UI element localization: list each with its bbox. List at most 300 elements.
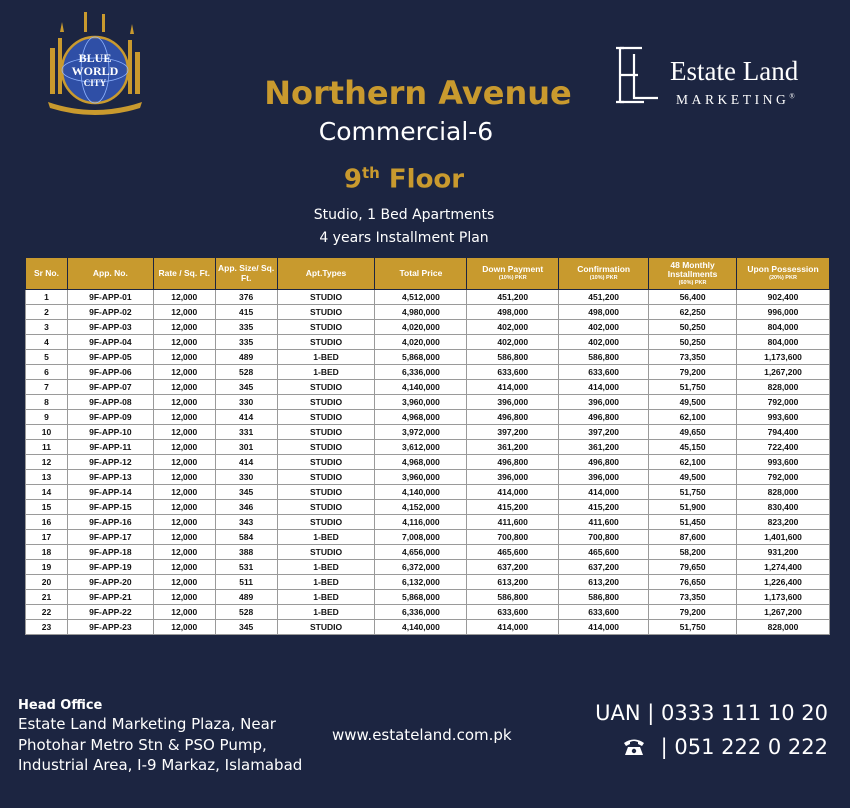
table-cell: 12,000	[153, 545, 215, 560]
table-cell: 15	[26, 500, 68, 515]
table-cell: 62,250	[649, 305, 737, 320]
table-row	[26, 530, 830, 545]
table-cell: 633,600	[559, 365, 649, 380]
table-cell: 402,000	[559, 335, 649, 350]
office-address-line-2: Photohar Metro Stn & PSO Pump,	[18, 736, 267, 754]
registered-mark: ®	[789, 92, 795, 101]
table-cell: 6	[26, 365, 68, 380]
table-cell: 9F-APP-07	[67, 380, 153, 395]
table-cell: 633,600	[559, 605, 649, 620]
table-cell: 9	[26, 410, 68, 425]
column-header-label: Confirmation	[577, 264, 631, 275]
table-cell: 12,000	[153, 410, 215, 425]
table-cell: 397,200	[467, 425, 559, 440]
table-cell: 722,400	[737, 440, 830, 455]
table-row	[26, 515, 830, 530]
table-cell: 10	[26, 425, 68, 440]
table-header-row	[26, 258, 830, 290]
table-cell: 12,000	[153, 440, 215, 455]
table-cell: 12,000	[153, 395, 215, 410]
table-cell: 613,200	[559, 575, 649, 590]
table-cell: 12,000	[153, 320, 215, 335]
table-cell: 1-BED	[277, 605, 375, 620]
phone-number-text: | 051 222 0 222	[660, 735, 828, 759]
table-cell: 496,800	[559, 410, 649, 425]
table-cell: 12,000	[153, 530, 215, 545]
telephone-icon	[623, 737, 645, 755]
page-subtitle: Commercial-6	[318, 117, 494, 146]
table-cell: STUDIO	[277, 440, 375, 455]
table-cell: 12,000	[153, 380, 215, 395]
column-header-unit: (10%) PKR	[498, 274, 527, 281]
table-cell: STUDIO	[277, 290, 375, 305]
table-cell: 531	[215, 560, 277, 575]
table-cell: 5,868,000	[375, 350, 467, 365]
table-cell: 828,000	[737, 620, 830, 635]
table-cell: 451,200	[467, 290, 559, 305]
table-cell: 414	[215, 455, 277, 470]
table-cell: 993,600	[737, 455, 830, 470]
table-row	[26, 485, 830, 500]
table-cell: 12,000	[153, 305, 215, 320]
table-cell: 414,000	[559, 380, 649, 395]
table-cell: 4,968,000	[375, 410, 467, 425]
table-cell: 489	[215, 590, 277, 605]
table-cell: 414,000	[467, 485, 559, 500]
office-address-line-3: Industrial Area, I-9 Markaz, Islamabad	[18, 756, 303, 774]
table-cell: STUDIO	[277, 410, 375, 425]
table-cell: 335	[215, 320, 277, 335]
column-header	[277, 258, 375, 290]
table-cell: 16	[26, 515, 68, 530]
table-cell: 1,226,400	[737, 575, 830, 590]
table-cell: 414,000	[559, 620, 649, 635]
table-cell: 62,100	[649, 410, 737, 425]
table-cell: 1,267,200	[737, 365, 830, 380]
table-cell: 361,200	[559, 440, 649, 455]
table-cell: STUDIO	[277, 500, 375, 515]
column-header	[649, 258, 737, 290]
table-cell: 1-BED	[277, 530, 375, 545]
logo-text-world: WORLD	[71, 64, 119, 78]
table-cell: 586,800	[467, 350, 559, 365]
table-cell: 8	[26, 395, 68, 410]
column-header-label: App. No.	[92, 267, 128, 278]
table-cell: 4,020,000	[375, 320, 467, 335]
floor-number: 9	[343, 164, 362, 195]
table-cell: 700,800	[467, 530, 559, 545]
table-cell: 1-BED	[277, 560, 375, 575]
table-cell: 804,000	[737, 320, 830, 335]
table-cell: 4,140,000	[375, 620, 467, 635]
floor-heading	[0, 164, 808, 195]
table-cell: STUDIO	[277, 485, 375, 500]
column-header	[467, 258, 559, 290]
table-cell: 415	[215, 305, 277, 320]
table-cell: 1-BED	[277, 365, 375, 380]
table-cell: 18	[26, 545, 68, 560]
table-cell: 9F-APP-06	[67, 365, 153, 380]
table-cell: 1,173,600	[737, 350, 830, 365]
table-cell: 51,750	[649, 485, 737, 500]
table-cell: 23	[26, 620, 68, 635]
table-cell: 343	[215, 515, 277, 530]
table-cell: 79,650	[649, 560, 737, 575]
table-row	[26, 440, 830, 455]
column-header-label: App. Size/ Sq. Ft.	[218, 263, 275, 283]
table-row	[26, 560, 830, 575]
table-cell: 9F-APP-11	[67, 440, 153, 455]
table-cell: 9F-APP-03	[67, 320, 153, 335]
table-row	[26, 455, 830, 470]
table-cell: STUDIO	[277, 620, 375, 635]
head-office-heading: Head Office	[18, 698, 103, 713]
table-cell: 51,450	[649, 515, 737, 530]
table-cell: 4	[26, 335, 68, 350]
table-cell: 361,200	[467, 440, 559, 455]
table-cell: 402,000	[467, 335, 559, 350]
office-address-line-1: Estate Land Marketing Plaza, Near	[18, 715, 276, 733]
table-cell: 9F-APP-16	[67, 515, 153, 530]
table-cell: 9F-APP-15	[67, 500, 153, 515]
table-cell: 528	[215, 605, 277, 620]
table-cell: 804,000	[737, 335, 830, 350]
phone-number	[623, 735, 828, 759]
logo-text-blue: BLUE	[78, 51, 112, 65]
table-cell: 1-BED	[277, 575, 375, 590]
table-cell: 14	[26, 485, 68, 500]
table-cell: 9F-APP-02	[67, 305, 153, 320]
table-cell: 792,000	[737, 470, 830, 485]
table-cell: 3	[26, 320, 68, 335]
table-cell: 4,656,000	[375, 545, 467, 560]
table-cell: 12,000	[153, 485, 215, 500]
website-link[interactable]: www.estateland.com.pk	[332, 726, 512, 744]
table-cell: 12,000	[153, 335, 215, 350]
column-header	[153, 258, 215, 290]
table-cell: 3,960,000	[375, 395, 467, 410]
table-cell: 12,000	[153, 605, 215, 620]
table-cell: 50,250	[649, 335, 737, 350]
table-row	[26, 470, 830, 485]
table-cell: 5	[26, 350, 68, 365]
table-cell: 402,000	[467, 320, 559, 335]
table-row	[26, 425, 830, 440]
payment-plan-table	[25, 257, 830, 635]
table-cell: 496,800	[467, 455, 559, 470]
table-row	[26, 305, 830, 320]
table-cell: 828,000	[737, 380, 830, 395]
table-cell: 1,401,600	[737, 530, 830, 545]
table-cell: 12,000	[153, 425, 215, 440]
table-cell: 465,600	[559, 545, 649, 560]
table-cell: 9F-APP-10	[67, 425, 153, 440]
table-row	[26, 290, 830, 305]
column-header	[67, 258, 153, 290]
table-cell: 12,000	[153, 365, 215, 380]
table-cell: 388	[215, 545, 277, 560]
table-cell: 1-BED	[277, 350, 375, 365]
table-cell: 1,267,200	[737, 605, 830, 620]
table-cell: 12,000	[153, 620, 215, 635]
column-header-label: 48 Monthly Installments	[667, 259, 718, 279]
table-cell: 76,650	[649, 575, 737, 590]
table-cell: 73,350	[649, 350, 737, 365]
column-header-label: Apt.Types	[305, 267, 347, 278]
column-header-label: Rate / Sq. Ft.	[158, 267, 210, 278]
table-cell: 402,000	[559, 320, 649, 335]
table-cell: 5,868,000	[375, 590, 467, 605]
table-cell: 411,600	[559, 515, 649, 530]
table-cell: 1	[26, 290, 68, 305]
description-line-2: 4 years Installment Plan	[319, 230, 489, 246]
table-cell: 414,000	[467, 380, 559, 395]
column-header-label: Down Payment	[482, 264, 544, 275]
table-cell: 396,000	[467, 470, 559, 485]
table-cell: 9F-APP-14	[67, 485, 153, 500]
table-row	[26, 620, 830, 635]
table-cell: STUDIO	[277, 395, 375, 410]
floor-word: Floor	[388, 164, 465, 195]
table-cell: 49,650	[649, 425, 737, 440]
table-cell: 7,008,000	[375, 530, 467, 545]
table-cell: 637,200	[467, 560, 559, 575]
page-title: Northern Avenue	[264, 74, 572, 112]
table-cell: 397,200	[559, 425, 649, 440]
column-header-label: Total Price	[399, 267, 443, 278]
table-cell: 9F-APP-05	[67, 350, 153, 365]
table-cell: 4,140,000	[375, 485, 467, 500]
table-cell: 6,336,000	[375, 605, 467, 620]
table-cell: 830,400	[737, 500, 830, 515]
table-cell: 498,000	[467, 305, 559, 320]
table-cell: 79,200	[649, 605, 737, 620]
table-cell: 9F-APP-17	[67, 530, 153, 545]
table-cell: 330	[215, 395, 277, 410]
table-cell: 4,140,000	[375, 380, 467, 395]
table-cell: 415,200	[467, 500, 559, 515]
table-cell: 496,800	[467, 410, 559, 425]
column-header-label: Sr No.	[33, 267, 59, 278]
estate-land-sub: MARKETING®	[676, 92, 795, 107]
table-cell: 6,372,000	[375, 560, 467, 575]
table-cell: 3,612,000	[375, 440, 467, 455]
table-row	[26, 380, 830, 395]
table-cell: 9F-APP-01	[67, 290, 153, 305]
table-cell: 50,250	[649, 320, 737, 335]
table-cell: 51,750	[649, 380, 737, 395]
table-cell: 12,000	[153, 290, 215, 305]
table-cell: 6,336,000	[375, 365, 467, 380]
table-cell: 396,000	[467, 395, 559, 410]
table-cell: 12,000	[153, 515, 215, 530]
table-row	[26, 335, 830, 350]
column-header-label: Upon Possession	[747, 264, 819, 275]
table-cell: 12,000	[153, 455, 215, 470]
table-row	[26, 365, 830, 380]
table-cell: 414,000	[559, 485, 649, 500]
column-header-unit: (10%) PKR	[589, 274, 618, 281]
table-cell: 1,173,600	[737, 590, 830, 605]
table-cell: 9F-APP-04	[67, 335, 153, 350]
column-header	[26, 258, 68, 290]
table-cell: 414	[215, 410, 277, 425]
table-cell: 58,200	[649, 545, 737, 560]
table-cell: 17	[26, 530, 68, 545]
table-cell: 3,960,000	[375, 470, 467, 485]
table-cell: 1-BED	[277, 590, 375, 605]
table-cell: 511	[215, 575, 277, 590]
table-cell: 7	[26, 380, 68, 395]
table-cell: 9F-APP-13	[67, 470, 153, 485]
column-header	[215, 258, 277, 290]
column-header	[559, 258, 649, 290]
table-cell: 633,600	[467, 365, 559, 380]
uan-number: UAN | 0333 111 10 20	[595, 701, 828, 725]
table-cell: 993,600	[737, 410, 830, 425]
table-cell: 12,000	[153, 350, 215, 365]
table-cell: 396,000	[559, 395, 649, 410]
table-cell: 9F-APP-18	[67, 545, 153, 560]
table-row	[26, 575, 830, 590]
table-cell: 700,800	[559, 530, 649, 545]
table-cell: 51,900	[649, 500, 737, 515]
table-cell: 79,200	[649, 365, 737, 380]
table-cell: 12,000	[153, 500, 215, 515]
column-header	[737, 258, 830, 290]
table-cell: 828,000	[737, 485, 830, 500]
table-cell: 496,800	[559, 455, 649, 470]
table-row	[26, 395, 830, 410]
table-cell: 414,000	[467, 620, 559, 635]
table-cell: STUDIO	[277, 425, 375, 440]
table-cell: 584	[215, 530, 277, 545]
table-cell: 22	[26, 605, 68, 620]
table-cell: 931,200	[737, 545, 830, 560]
table-cell: 1,274,400	[737, 560, 830, 575]
table-cell: 4,020,000	[375, 335, 467, 350]
table-cell: 411,600	[467, 515, 559, 530]
column-header-unit: (20%) PKR	[769, 274, 797, 281]
table-cell: 823,200	[737, 515, 830, 530]
table-cell: 9F-APP-08	[67, 395, 153, 410]
table-cell: 20	[26, 575, 68, 590]
table-cell: 335	[215, 335, 277, 350]
table-cell: 2	[26, 305, 68, 320]
table-cell: 465,600	[467, 545, 559, 560]
table-cell: 330	[215, 470, 277, 485]
table-cell: 12,000	[153, 590, 215, 605]
table-cell: STUDIO	[277, 545, 375, 560]
table-cell: 12,000	[153, 575, 215, 590]
table-cell: 62,100	[649, 455, 737, 470]
description-line-1: Studio, 1 Bed Apartments	[313, 207, 495, 223]
table-row	[26, 350, 830, 365]
column-header	[375, 258, 467, 290]
table-cell: 56,400	[649, 290, 737, 305]
table-cell: 73,350	[649, 590, 737, 605]
table-cell: 902,400	[737, 290, 830, 305]
table-cell: 633,600	[467, 605, 559, 620]
table-cell: 6,132,000	[375, 575, 467, 590]
table-cell: 792,000	[737, 395, 830, 410]
table-cell: 4,152,000	[375, 500, 467, 515]
table-cell: 12,000	[153, 470, 215, 485]
table-row	[26, 500, 830, 515]
table-cell: STUDIO	[277, 380, 375, 395]
table-body	[26, 290, 830, 635]
table-cell: 19	[26, 560, 68, 575]
table-cell: 12,000	[153, 560, 215, 575]
table-cell: 3,972,000	[375, 425, 467, 440]
table-cell: 613,200	[467, 575, 559, 590]
table-cell: 12	[26, 455, 68, 470]
table-cell: STUDIO	[277, 335, 375, 350]
floor-suffix: th	[361, 164, 380, 182]
table-cell: 794,400	[737, 425, 830, 440]
table-cell: 331	[215, 425, 277, 440]
table-cell: 49,500	[649, 470, 737, 485]
table-cell: 301	[215, 440, 277, 455]
table-cell: 586,800	[559, 590, 649, 605]
table-cell: 996,000	[737, 305, 830, 320]
table-cell: 528	[215, 365, 277, 380]
logo-text-city: CITY	[83, 78, 107, 88]
table-cell: 49,500	[649, 395, 737, 410]
estate-land-name: Estate Land	[670, 56, 799, 86]
table-cell: 345	[215, 620, 277, 635]
table-cell: 451,200	[559, 290, 649, 305]
table-cell: STUDIO	[277, 470, 375, 485]
table-cell: 9F-APP-12	[67, 455, 153, 470]
table-cell: STUDIO	[277, 455, 375, 470]
table-cell: 498,000	[559, 305, 649, 320]
table-cell: 4,968,000	[375, 455, 467, 470]
table-cell: 9F-APP-09	[67, 410, 153, 425]
table-cell: 586,800	[467, 590, 559, 605]
table-cell: 9F-APP-19	[67, 560, 153, 575]
table-cell: STUDIO	[277, 515, 375, 530]
table-cell: 9F-APP-22	[67, 605, 153, 620]
table-cell: 13	[26, 470, 68, 485]
table-cell: 4,980,000	[375, 305, 467, 320]
table-row	[26, 545, 830, 560]
table-cell: 376	[215, 290, 277, 305]
table-row	[26, 590, 830, 605]
table-cell: 87,600	[649, 530, 737, 545]
table-cell: 489	[215, 350, 277, 365]
table-cell: 396,000	[559, 470, 649, 485]
table-row	[26, 320, 830, 335]
table-cell: 9F-APP-21	[67, 590, 153, 605]
table-cell: 45,150	[649, 440, 737, 455]
table-cell: 9F-APP-23	[67, 620, 153, 635]
table-cell: STUDIO	[277, 320, 375, 335]
table-cell: 345	[215, 380, 277, 395]
column-header-unit: (60%) PKR	[678, 279, 707, 286]
table-cell: 586,800	[559, 350, 649, 365]
table-cell: 4,116,000	[375, 515, 467, 530]
table-cell: 51,750	[649, 620, 737, 635]
table-cell: 345	[215, 485, 277, 500]
table-row	[26, 410, 830, 425]
table-cell: 21	[26, 590, 68, 605]
table-cell: 11	[26, 440, 68, 455]
table-cell: 637,200	[559, 560, 649, 575]
table-cell: STUDIO	[277, 305, 375, 320]
table-cell: 415,200	[559, 500, 649, 515]
table-cell: 9F-APP-20	[67, 575, 153, 590]
